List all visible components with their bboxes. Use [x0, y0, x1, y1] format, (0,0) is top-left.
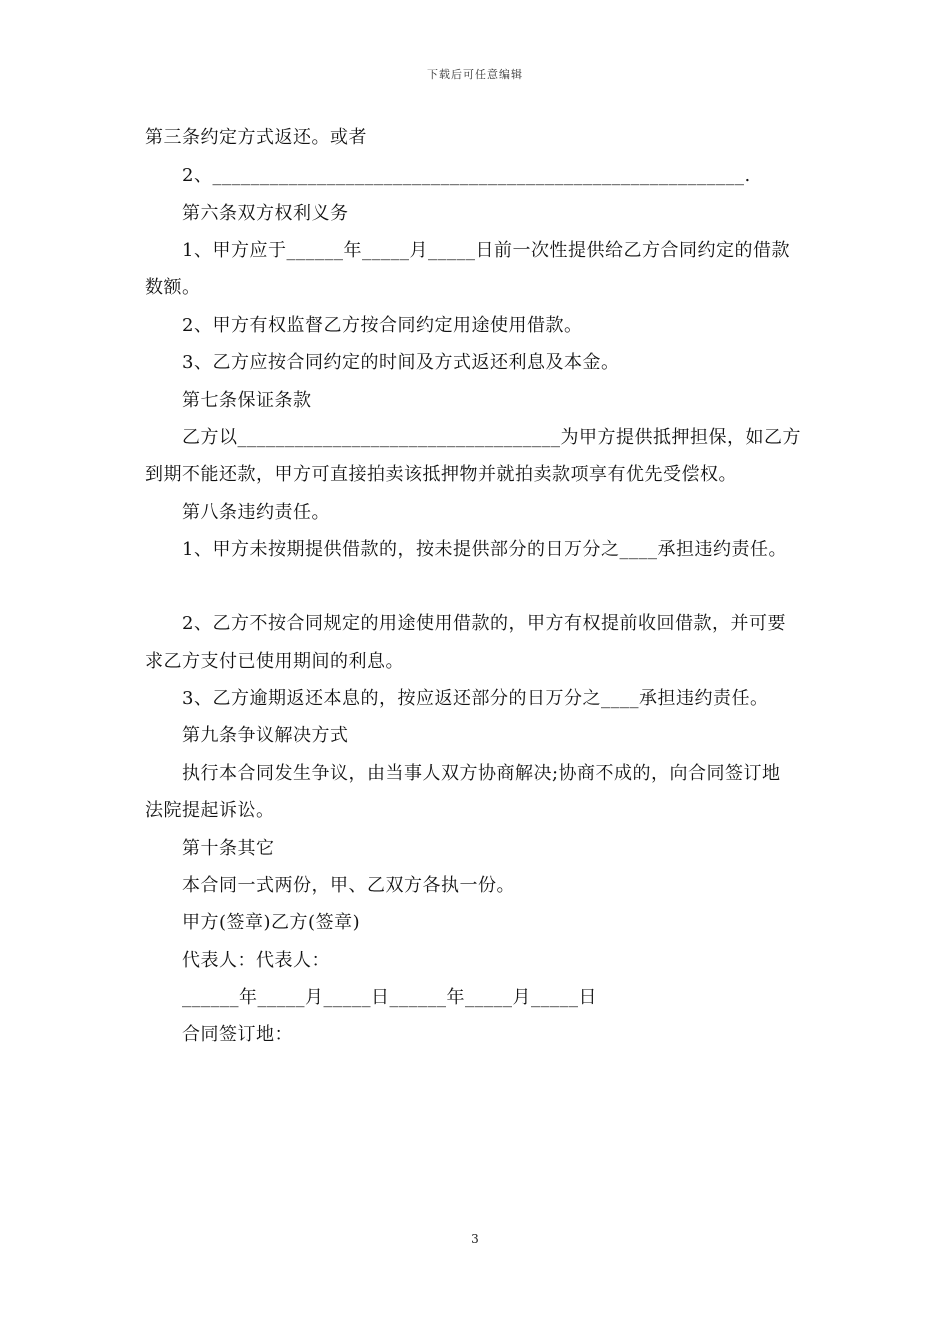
clause-9-text-cont: 法院提起诉讼。 [145, 800, 275, 821]
clause-6-item-1-cont: 数额。 [145, 277, 201, 298]
clause-10-text: 本合同一式两份，甲、乙双方各执一份。 [182, 875, 515, 896]
clause-6-item-1: 1、甲方应于______年_____月_____日前一次性提供给乙方合同约定的借款 [182, 240, 790, 261]
clause-3-return-or: 第三条约定方式返还。或者 [145, 127, 367, 148]
clause-6-item-2: 2、甲方有权监督乙方按合同约定用途使用借款。 [182, 315, 583, 336]
clause-8-item-2: 2、乙方不按合同规定的用途使用借款的，甲方有权提前收回借款，并可要 [182, 613, 786, 634]
signature-parties: 甲方(签章)乙方(签章) [182, 912, 361, 933]
clause-8-heading: 第八条违约责任。 [182, 502, 330, 523]
header-note: 下载后可任意编辑 [427, 68, 523, 81]
clause-7-text: 乙方以__________________________________为甲方提供抵押担保，如乙方 [182, 427, 801, 448]
clause-8-item-3: 3、乙方逾期返还本息的，按应返还部分的日万分之____承担违约责任。 [182, 688, 769, 709]
clause-9-text: 执行本合同发生争议，由当事人双方协商解决;协商不成的，向合同签订地 [182, 763, 781, 784]
clause-7-heading: 第七条保证条款 [182, 390, 312, 411]
clause-10-heading: 第十条其它 [182, 838, 275, 859]
item-2-blank-line: 2、________________________________________________________. [182, 165, 751, 186]
clause-6-heading: 第六条双方权利义务 [182, 203, 349, 224]
clause-6-item-3: 3、乙方应按合同约定的时间及方式返还利息及本金。 [182, 352, 620, 373]
signing-place: 合同签订地： [182, 1024, 293, 1045]
clause-7-text-cont: 到期不能还款，甲方可直接拍卖该抵押物并就拍卖款项享有优先受偿权。 [145, 464, 737, 485]
signature-dates: ______年_____月_____日______年_____月_____日 [182, 987, 597, 1008]
clause-8-item-2-cont: 求乙方支付已使用期间的利息。 [145, 651, 404, 672]
clause-9-heading: 第九条争议解决方式 [182, 725, 349, 746]
representatives: 代表人：代表人： [182, 950, 330, 971]
page-number: 3 [471, 1232, 479, 1246]
clause-8-item-1: 1、甲方未按期提供借款的，按未提供部分的日万分之____承担违约责任。 [182, 539, 787, 560]
